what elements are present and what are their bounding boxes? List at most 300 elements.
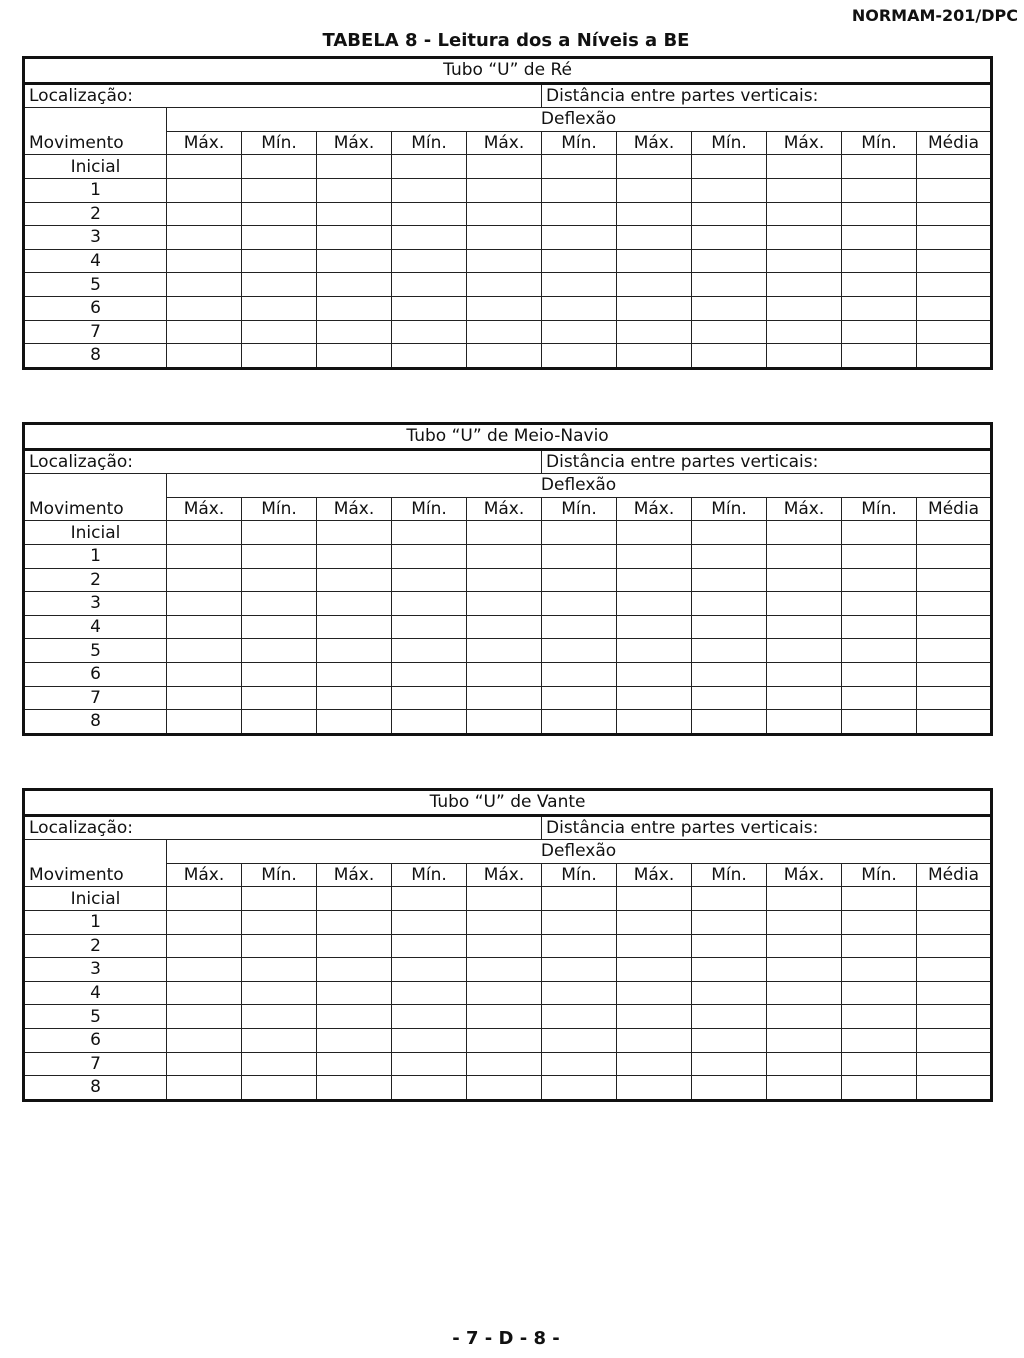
- entry-cell[interactable]: [242, 615, 317, 639]
- entry-cell[interactable]: [542, 981, 617, 1005]
- entry-cell[interactable]: [392, 887, 467, 911]
- entry-cell[interactable]: [542, 910, 617, 934]
- entry-cell[interactable]: [842, 686, 917, 710]
- entry-cell[interactable]: [392, 662, 467, 686]
- entry-cell[interactable]: [392, 615, 467, 639]
- entry-cell[interactable]: [167, 710, 242, 735]
- entry-cell[interactable]: [167, 639, 242, 663]
- entry-cell[interactable]: [842, 910, 917, 934]
- entry-cell[interactable]: [467, 1005, 542, 1029]
- entry-cell[interactable]: [167, 981, 242, 1005]
- entry-cell[interactable]: [242, 1076, 317, 1101]
- entry-cell[interactable]: [767, 1076, 842, 1101]
- entry-cell[interactable]: [917, 273, 992, 297]
- entry-cell[interactable]: [542, 1076, 617, 1101]
- entry-cell[interactable]: [692, 1005, 767, 1029]
- entry-cell[interactable]: [542, 1005, 617, 1029]
- entry-cell[interactable]: [617, 1028, 692, 1052]
- entry-cell[interactable]: [392, 958, 467, 982]
- entry-cell[interactable]: [842, 226, 917, 250]
- entry-cell[interactable]: [467, 686, 542, 710]
- entry-cell[interactable]: [167, 226, 242, 250]
- entry-cell[interactable]: [242, 344, 317, 369]
- entry-cell[interactable]: [917, 568, 992, 592]
- entry-cell[interactable]: [692, 568, 767, 592]
- entry-cell[interactable]: [242, 249, 317, 273]
- entry-cell[interactable]: [917, 710, 992, 735]
- entry-cell[interactable]: [617, 1052, 692, 1076]
- entry-cell[interactable]: [842, 710, 917, 735]
- entry-cell[interactable]: [167, 155, 242, 179]
- entry-cell[interactable]: [167, 1076, 242, 1101]
- entry-cell[interactable]: [392, 568, 467, 592]
- entry-cell[interactable]: [317, 686, 392, 710]
- entry-cell[interactable]: [842, 273, 917, 297]
- entry-cell[interactable]: [317, 521, 392, 545]
- entry-cell[interactable]: [767, 226, 842, 250]
- entry-cell[interactable]: [842, 1005, 917, 1029]
- entry-cell[interactable]: [692, 662, 767, 686]
- entry-cell[interactable]: [317, 296, 392, 320]
- entry-cell[interactable]: [392, 273, 467, 297]
- entry-cell[interactable]: [392, 1028, 467, 1052]
- entry-cell[interactable]: [317, 1005, 392, 1029]
- entry-cell[interactable]: [467, 1028, 542, 1052]
- entry-cell[interactable]: [392, 981, 467, 1005]
- entry-cell[interactable]: [842, 344, 917, 369]
- entry-cell[interactable]: [617, 296, 692, 320]
- entry-cell[interactable]: [317, 344, 392, 369]
- entry-cell[interactable]: [317, 592, 392, 616]
- entry-cell[interactable]: [392, 202, 467, 226]
- entry-cell[interactable]: [317, 615, 392, 639]
- entry-cell[interactable]: [542, 686, 617, 710]
- entry-cell[interactable]: [467, 662, 542, 686]
- entry-cell[interactable]: [617, 202, 692, 226]
- entry-cell[interactable]: [317, 1052, 392, 1076]
- entry-cell[interactable]: [317, 202, 392, 226]
- entry-cell[interactable]: [917, 296, 992, 320]
- entry-cell[interactable]: [242, 710, 317, 735]
- entry-cell[interactable]: [542, 226, 617, 250]
- entry-cell[interactable]: [692, 615, 767, 639]
- entry-cell[interactable]: [392, 1052, 467, 1076]
- entry-cell[interactable]: [542, 615, 617, 639]
- entry-cell[interactable]: [767, 521, 842, 545]
- table-title: TABELA 8 - Leitura dos a Níveis a BE: [322, 30, 690, 51]
- entry-cell[interactable]: [617, 639, 692, 663]
- entry-cell[interactable]: [542, 202, 617, 226]
- entry-cell[interactable]: [392, 1076, 467, 1101]
- entry-cell[interactable]: [692, 273, 767, 297]
- entry-cell[interactable]: [167, 296, 242, 320]
- entry-cell[interactable]: [692, 958, 767, 982]
- entry-cell[interactable]: [317, 226, 392, 250]
- entry-cell[interactable]: [617, 592, 692, 616]
- entry-cell[interactable]: [767, 1005, 842, 1029]
- entry-cell[interactable]: [617, 1076, 692, 1101]
- entry-cell[interactable]: [617, 981, 692, 1005]
- entry-cell[interactable]: [692, 344, 767, 369]
- entry-cell[interactable]: [242, 662, 317, 686]
- entry-cell[interactable]: [917, 910, 992, 934]
- entry-cell[interactable]: [692, 887, 767, 911]
- entry-cell[interactable]: [917, 1076, 992, 1101]
- entry-cell[interactable]: [692, 1076, 767, 1101]
- entry-cell[interactable]: [617, 1005, 692, 1029]
- entry-cell[interactable]: [167, 958, 242, 982]
- entry-cell[interactable]: [692, 249, 767, 273]
- entry-cell[interactable]: [467, 155, 542, 179]
- entry-cell[interactable]: [767, 344, 842, 369]
- entry-cell[interactable]: [317, 249, 392, 273]
- entry-cell[interactable]: [767, 249, 842, 273]
- entry-cell[interactable]: [767, 1028, 842, 1052]
- entry-cell[interactable]: [542, 1052, 617, 1076]
- entry-cell[interactable]: [542, 521, 617, 545]
- entry-cell[interactable]: [917, 202, 992, 226]
- entry-cell[interactable]: [917, 1028, 992, 1052]
- entry-cell[interactable]: [842, 296, 917, 320]
- entry-cell[interactable]: [242, 910, 317, 934]
- entry-cell[interactable]: [842, 934, 917, 958]
- entry-cell[interactable]: [767, 273, 842, 297]
- entry-cell[interactable]: [542, 662, 617, 686]
- entry-cell[interactable]: [692, 910, 767, 934]
- entry-cell[interactable]: [617, 887, 692, 911]
- entry-cell[interactable]: [692, 544, 767, 568]
- entry-cell[interactable]: [617, 910, 692, 934]
- entry-cell[interactable]: [767, 296, 842, 320]
- entry-cell[interactable]: [917, 1052, 992, 1076]
- entry-cell[interactable]: [617, 958, 692, 982]
- entry-cell[interactable]: [392, 592, 467, 616]
- entry-cell[interactable]: [167, 568, 242, 592]
- entry-cell[interactable]: [467, 910, 542, 934]
- entry-cell[interactable]: [467, 934, 542, 958]
- entry-cell[interactable]: [767, 615, 842, 639]
- entry-cell[interactable]: [317, 178, 392, 202]
- entry-cell[interactable]: [167, 887, 242, 911]
- entry-cell[interactable]: [842, 615, 917, 639]
- entry-cell[interactable]: [467, 958, 542, 982]
- entry-cell[interactable]: [842, 178, 917, 202]
- entry-cell[interactable]: [317, 710, 392, 735]
- entry-cell[interactable]: [467, 178, 542, 202]
- entry-cell[interactable]: [467, 544, 542, 568]
- entry-cell[interactable]: [542, 568, 617, 592]
- entry-cell[interactable]: [242, 226, 317, 250]
- entry-cell[interactable]: [317, 934, 392, 958]
- entry-cell[interactable]: [917, 544, 992, 568]
- entry-cell[interactable]: [767, 592, 842, 616]
- entry-cell[interactable]: [392, 178, 467, 202]
- entry-cell[interactable]: [242, 686, 317, 710]
- entry-cell[interactable]: [767, 568, 842, 592]
- entry-cell[interactable]: [617, 710, 692, 735]
- entry-cell[interactable]: [392, 226, 467, 250]
- entry-cell[interactable]: [467, 592, 542, 616]
- entry-cell[interactable]: [542, 155, 617, 179]
- entry-cell[interactable]: [542, 249, 617, 273]
- entry-cell[interactable]: [242, 934, 317, 958]
- entry-cell[interactable]: [617, 544, 692, 568]
- entry-cell[interactable]: [767, 958, 842, 982]
- entry-cell[interactable]: [167, 202, 242, 226]
- entry-cell[interactable]: [917, 249, 992, 273]
- entry-cell[interactable]: [392, 155, 467, 179]
- entry-cell[interactable]: [692, 155, 767, 179]
- entry-cell[interactable]: [242, 592, 317, 616]
- entry-cell[interactable]: [317, 910, 392, 934]
- entry-cell[interactable]: [842, 1076, 917, 1101]
- entry-cell[interactable]: [767, 639, 842, 663]
- entry-cell[interactable]: [617, 934, 692, 958]
- entry-cell[interactable]: [467, 1076, 542, 1101]
- entry-cell[interactable]: [767, 887, 842, 911]
- entry-cell[interactable]: [542, 320, 617, 344]
- entry-cell[interactable]: [467, 887, 542, 911]
- entry-cell[interactable]: [467, 615, 542, 639]
- table-row: [24, 639, 992, 663]
- entry-cell[interactable]: [242, 155, 317, 179]
- entry-cell[interactable]: [392, 544, 467, 568]
- entry-cell[interactable]: [467, 273, 542, 297]
- entry-cell[interactable]: [917, 662, 992, 686]
- entry-cell[interactable]: [692, 178, 767, 202]
- entry-cell[interactable]: [842, 155, 917, 179]
- entry-cell[interactable]: [317, 1076, 392, 1101]
- entry-cell[interactable]: [617, 662, 692, 686]
- entry-cell[interactable]: [617, 344, 692, 369]
- entry-cell[interactable]: [692, 592, 767, 616]
- entry-cell[interactable]: [467, 249, 542, 273]
- entry-cell[interactable]: [617, 155, 692, 179]
- entry-cell[interactable]: [842, 662, 917, 686]
- entry-cell[interactable]: [917, 592, 992, 616]
- entry-cell[interactable]: [917, 178, 992, 202]
- entry-cell[interactable]: [617, 226, 692, 250]
- entry-cell[interactable]: [917, 615, 992, 639]
- entry-cell[interactable]: [617, 686, 692, 710]
- entry-cell[interactable]: [167, 178, 242, 202]
- entry-cell[interactable]: [317, 887, 392, 911]
- entry-cell[interactable]: [242, 273, 317, 297]
- entry-cell[interactable]: [842, 1052, 917, 1076]
- entry-cell[interactable]: [242, 296, 317, 320]
- entry-cell[interactable]: [317, 155, 392, 179]
- entry-cell[interactable]: [242, 639, 317, 663]
- entry-cell[interactable]: [467, 568, 542, 592]
- entry-cell[interactable]: [542, 958, 617, 982]
- entry-cell[interactable]: [392, 521, 467, 545]
- entry-cell[interactable]: [692, 639, 767, 663]
- entry-cell[interactable]: [917, 981, 992, 1005]
- entry-cell[interactable]: [467, 344, 542, 369]
- entry-cell[interactable]: [842, 320, 917, 344]
- entry-cell[interactable]: [242, 1005, 317, 1029]
- entry-cell[interactable]: [842, 544, 917, 568]
- entry-cell[interactable]: [242, 521, 317, 545]
- entry-cell[interactable]: [617, 521, 692, 545]
- entry-cell[interactable]: [542, 296, 617, 320]
- entry-cell[interactable]: [842, 981, 917, 1005]
- entry-cell[interactable]: [392, 934, 467, 958]
- entry-cell[interactable]: [242, 544, 317, 568]
- entry-cell[interactable]: [617, 249, 692, 273]
- entry-cell[interactable]: [692, 521, 767, 545]
- entry-cell[interactable]: [467, 521, 542, 545]
- entry-cell[interactable]: [392, 686, 467, 710]
- entry-cell[interactable]: [467, 296, 542, 320]
- entry-cell[interactable]: [767, 178, 842, 202]
- entry-cell[interactable]: [917, 521, 992, 545]
- entry-cell[interactable]: [467, 710, 542, 735]
- entry-cell[interactable]: [392, 910, 467, 934]
- entry-cell[interactable]: [917, 226, 992, 250]
- entry-cell[interactable]: [242, 202, 317, 226]
- entry-cell[interactable]: [542, 639, 617, 663]
- entry-cell[interactable]: [917, 639, 992, 663]
- entry-cell[interactable]: [167, 910, 242, 934]
- entry-cell[interactable]: [767, 320, 842, 344]
- entry-cell[interactable]: [917, 344, 992, 369]
- entry-cell[interactable]: [692, 710, 767, 735]
- entry-cell[interactable]: [167, 686, 242, 710]
- entry-cell[interactable]: [167, 1052, 242, 1076]
- entry-cell[interactable]: [392, 344, 467, 369]
- entry-cell[interactable]: [242, 981, 317, 1005]
- entry-cell[interactable]: [317, 639, 392, 663]
- entry-cell[interactable]: [167, 320, 242, 344]
- entry-cell[interactable]: [767, 1052, 842, 1076]
- entry-cell[interactable]: [392, 1005, 467, 1029]
- entry-cell[interactable]: [767, 662, 842, 686]
- entry-cell[interactable]: [167, 344, 242, 369]
- entry-cell[interactable]: [692, 981, 767, 1005]
- entry-cell[interactable]: [392, 296, 467, 320]
- entry-cell[interactable]: [167, 662, 242, 686]
- entry-cell[interactable]: [392, 639, 467, 663]
- entry-cell[interactable]: [167, 1028, 242, 1052]
- entry-cell[interactable]: [617, 320, 692, 344]
- entry-cell[interactable]: [467, 320, 542, 344]
- entry-cell[interactable]: [542, 934, 617, 958]
- entry-cell[interactable]: [767, 910, 842, 934]
- entry-cell[interactable]: [392, 320, 467, 344]
- entry-cell[interactable]: [692, 1052, 767, 1076]
- entry-cell[interactable]: [692, 296, 767, 320]
- entry-cell[interactable]: [692, 320, 767, 344]
- entry-cell[interactable]: [917, 958, 992, 982]
- entry-cell[interactable]: [842, 639, 917, 663]
- entry-cell[interactable]: [842, 568, 917, 592]
- entry-cell[interactable]: [917, 887, 992, 911]
- entry-cell[interactable]: [317, 273, 392, 297]
- entry-cell[interactable]: [467, 226, 542, 250]
- entry-cell[interactable]: [842, 592, 917, 616]
- entry-cell[interactable]: [917, 934, 992, 958]
- entry-cell[interactable]: [542, 592, 617, 616]
- entry-cell[interactable]: [842, 1028, 917, 1052]
- entry-cell[interactable]: [467, 639, 542, 663]
- entry-cell[interactable]: [542, 344, 617, 369]
- entry-cell[interactable]: [542, 178, 617, 202]
- entry-cell[interactable]: [317, 958, 392, 982]
- entry-cell[interactable]: [242, 958, 317, 982]
- entry-cell[interactable]: [167, 615, 242, 639]
- entry-cell[interactable]: [692, 934, 767, 958]
- entry-cell[interactable]: [617, 568, 692, 592]
- entry-cell[interactable]: [242, 568, 317, 592]
- entry-cell[interactable]: [317, 1028, 392, 1052]
- entry-cell[interactable]: [167, 544, 242, 568]
- entry-cell[interactable]: [392, 249, 467, 273]
- entry-cell[interactable]: [167, 1005, 242, 1029]
- entry-cell[interactable]: [842, 521, 917, 545]
- entry-cell[interactable]: [167, 934, 242, 958]
- entry-cell[interactable]: [167, 592, 242, 616]
- entry-cell[interactable]: [767, 710, 842, 735]
- entry-cell[interactable]: [842, 887, 917, 911]
- entry-cell[interactable]: [317, 320, 392, 344]
- entry-cell[interactable]: [767, 934, 842, 958]
- entry-cell[interactable]: [917, 320, 992, 344]
- entry-cell[interactable]: [542, 710, 617, 735]
- entry-cell[interactable]: [542, 544, 617, 568]
- entry-cell[interactable]: [167, 249, 242, 273]
- entry-cell[interactable]: [467, 1052, 542, 1076]
- entry-cell[interactable]: [692, 1028, 767, 1052]
- entry-cell[interactable]: [767, 544, 842, 568]
- entry-cell[interactable]: [767, 155, 842, 179]
- table-row: [24, 1076, 992, 1101]
- entry-cell[interactable]: [692, 686, 767, 710]
- entry-cell[interactable]: [242, 1052, 317, 1076]
- entry-cell[interactable]: [167, 521, 242, 545]
- entry-cell[interactable]: [392, 710, 467, 735]
- entry-cell[interactable]: [542, 1028, 617, 1052]
- entry-cell[interactable]: [617, 615, 692, 639]
- entry-cell[interactable]: [617, 178, 692, 202]
- entry-cell[interactable]: [167, 273, 242, 297]
- entry-cell[interactable]: [767, 981, 842, 1005]
- entry-cell[interactable]: [842, 202, 917, 226]
- entry-cell[interactable]: [842, 958, 917, 982]
- entry-cell[interactable]: [692, 202, 767, 226]
- entry-cell[interactable]: [917, 155, 992, 179]
- entry-cell[interactable]: [242, 320, 317, 344]
- entry-cell[interactable]: [317, 981, 392, 1005]
- entry-cell[interactable]: [767, 202, 842, 226]
- entry-cell[interactable]: [317, 568, 392, 592]
- entry-cell[interactable]: [542, 273, 617, 297]
- entry-cell[interactable]: [242, 1028, 317, 1052]
- entry-cell[interactable]: [842, 249, 917, 273]
- entry-cell[interactable]: [242, 887, 317, 911]
- entry-cell[interactable]: [542, 887, 617, 911]
- entry-cell[interactable]: [617, 273, 692, 297]
- entry-cell[interactable]: [467, 202, 542, 226]
- entry-cell[interactable]: [917, 686, 992, 710]
- entry-cell[interactable]: [692, 226, 767, 250]
- entry-cell[interactable]: [917, 1005, 992, 1029]
- entry-cell[interactable]: [467, 981, 542, 1005]
- entry-cell[interactable]: [767, 686, 842, 710]
- entry-cell[interactable]: [317, 544, 392, 568]
- entry-cell[interactable]: [317, 662, 392, 686]
- entry-cell[interactable]: [242, 178, 317, 202]
